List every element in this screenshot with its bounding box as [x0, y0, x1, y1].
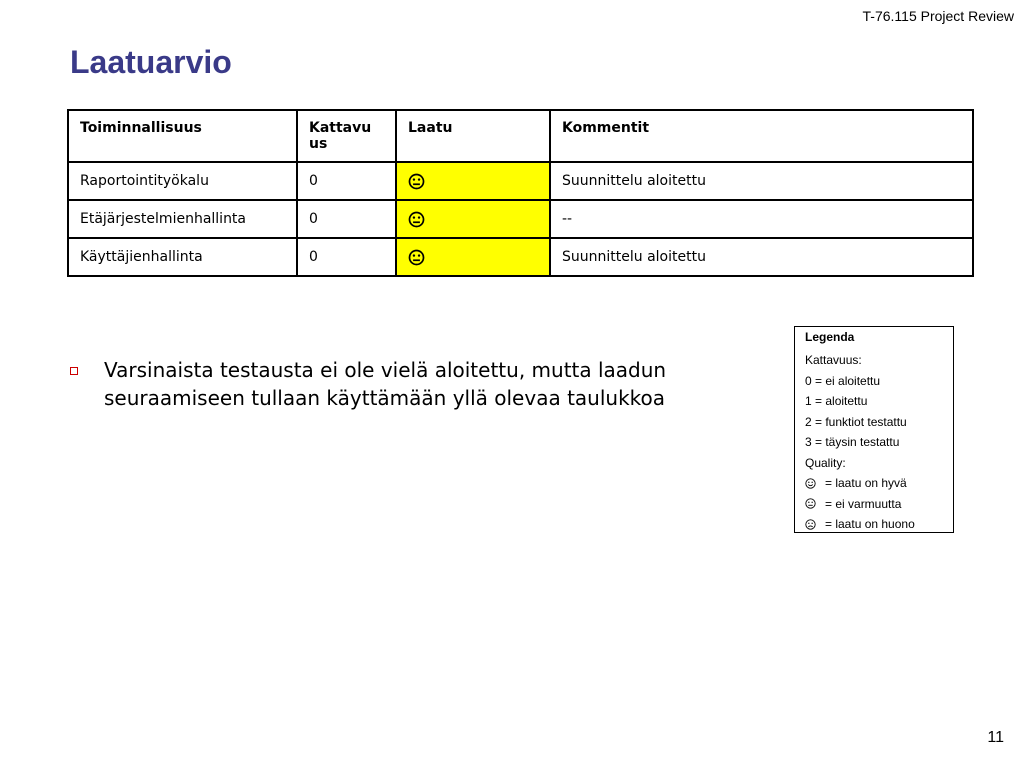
legend-coverage-item: 0 = ei aloitettu: [805, 373, 881, 388]
column-header-quality: Laatu: [396, 110, 550, 162]
table-row: [68, 200, 973, 238]
square-bullet-icon: [70, 367, 78, 375]
legend-coverage-item: 3 = täysin testattu: [805, 435, 900, 449]
frown-face-icon: [805, 519, 816, 530]
quality-cell: [396, 238, 550, 276]
quality-table: [67, 109, 974, 277]
table-header-row: [68, 110, 973, 162]
legend-quality-item: [805, 473, 943, 494]
column-header-coverage: Kattavu us: [297, 110, 396, 162]
neutral-face-icon: [805, 498, 816, 509]
legend-title: Legenda: [805, 330, 855, 344]
comment-cell: Suunnittelu aloitettu: [550, 238, 973, 276]
neutral-face-icon: [408, 173, 425, 190]
quality-cell: [396, 162, 550, 200]
legend-quality-item: [805, 494, 943, 515]
legend-quality-label: = laatu on huono: [825, 517, 915, 531]
bullet-text: Varsinaista testausta ei ole vielä aloitettu, mutta laadun seuraamiseen tullaan käyttämään yllä olevaa taulukkoa: [104, 358, 667, 410]
function-cell: Etäjärjestelmienhallinta: [68, 200, 297, 238]
function-cell: Käyttäjienhallinta: [68, 238, 297, 276]
comment-cell: --: [550, 200, 973, 238]
legend-quality-label: = ei varmuutta: [825, 496, 902, 511]
function-cell: Raportointityökalu: [68, 162, 297, 200]
legend-coverage-heading: Kattavuus:: [805, 353, 862, 367]
legend-quality-heading: Quality:: [805, 455, 846, 470]
legend-quality-label: = laatu on hyvä: [825, 476, 907, 490]
slide-title: Laatuarvio: [70, 44, 232, 80]
coverage-cell: 0: [297, 162, 396, 200]
neutral-face-icon: [408, 211, 425, 228]
column-header-function: Toiminnallisuus: [68, 110, 297, 162]
comment-cell: Suunnittelu aloitettu: [550, 162, 973, 200]
quality-cell: [396, 200, 550, 238]
neutral-face-icon: [408, 249, 425, 266]
coverage-cell: 0: [297, 200, 396, 238]
smiley-face-icon: [805, 478, 816, 489]
bullet-item: [70, 356, 730, 412]
legend-box: [794, 326, 954, 533]
column-header-comments: Kommentit: [550, 110, 973, 162]
table-row: [68, 162, 973, 200]
header-label: T-76.115 Project Review: [862, 8, 1014, 24]
legend-quality-item: [805, 514, 943, 535]
page-number: 11: [987, 729, 1004, 746]
coverage-cell: 0: [297, 238, 396, 276]
legend-coverage-item: 1 = aloitettu: [805, 394, 868, 408]
legend-coverage-item: 2 = funktiot testattu: [805, 414, 907, 429]
table-row: [68, 238, 973, 276]
